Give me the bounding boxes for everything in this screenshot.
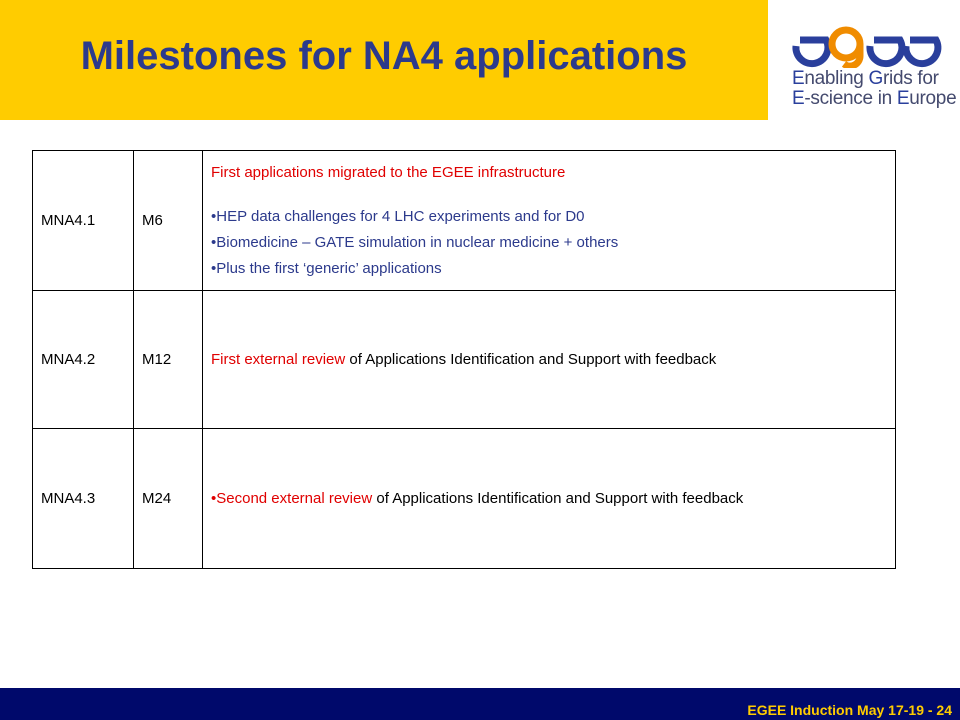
milestone-id: MNA4.3 <box>33 429 134 569</box>
egee-logo <box>780 18 957 118</box>
milestone-bullet: •Plus the first ‘generic’ applications <box>211 259 442 277</box>
slide-title: Milestones for NA4 applications <box>80 34 688 78</box>
milestone-highlight: First external review <box>211 350 346 368</box>
milestone-text: of Applications Identification and Support with feedback <box>372 489 744 507</box>
milestone-description <box>203 429 896 569</box>
milestone-month: M6 <box>134 151 203 291</box>
milestone-month: M24 <box>134 429 203 569</box>
milestone-bullet: •Biomedicine – GATE simulation in nuclear medicine + others <box>211 233 619 251</box>
milestone-description <box>203 291 896 429</box>
milestone-month: M12 <box>134 291 203 429</box>
milestones-table <box>32 150 896 569</box>
milestone-id: MNA4.2 <box>33 291 134 429</box>
table-row <box>33 291 896 429</box>
table-row <box>33 151 896 291</box>
bullet-marker: • <box>211 489 217 507</box>
table-row <box>33 429 896 569</box>
milestone-highlight: Second external review <box>216 489 373 507</box>
footer-text: EGEE Induction May 17-19 - 24 <box>747 702 952 718</box>
logo-tagline-line1: Enabling Grids for <box>792 68 939 89</box>
milestone-text: of Applications Identification and Support with feedback <box>345 350 717 368</box>
logo-tagline-line2: E-science in Europe <box>792 88 957 109</box>
milestone-id: MNA4.1 <box>33 151 134 291</box>
milestone-description <box>203 151 896 291</box>
egee-wordmark-icon <box>792 24 942 68</box>
milestone-heading: First applications migrated to the EGEE infrastructure <box>211 163 566 181</box>
milestone-bullet: •HEP data challenges for 4 LHC experiments and for D0 <box>211 207 585 225</box>
footer-bar <box>0 688 960 720</box>
